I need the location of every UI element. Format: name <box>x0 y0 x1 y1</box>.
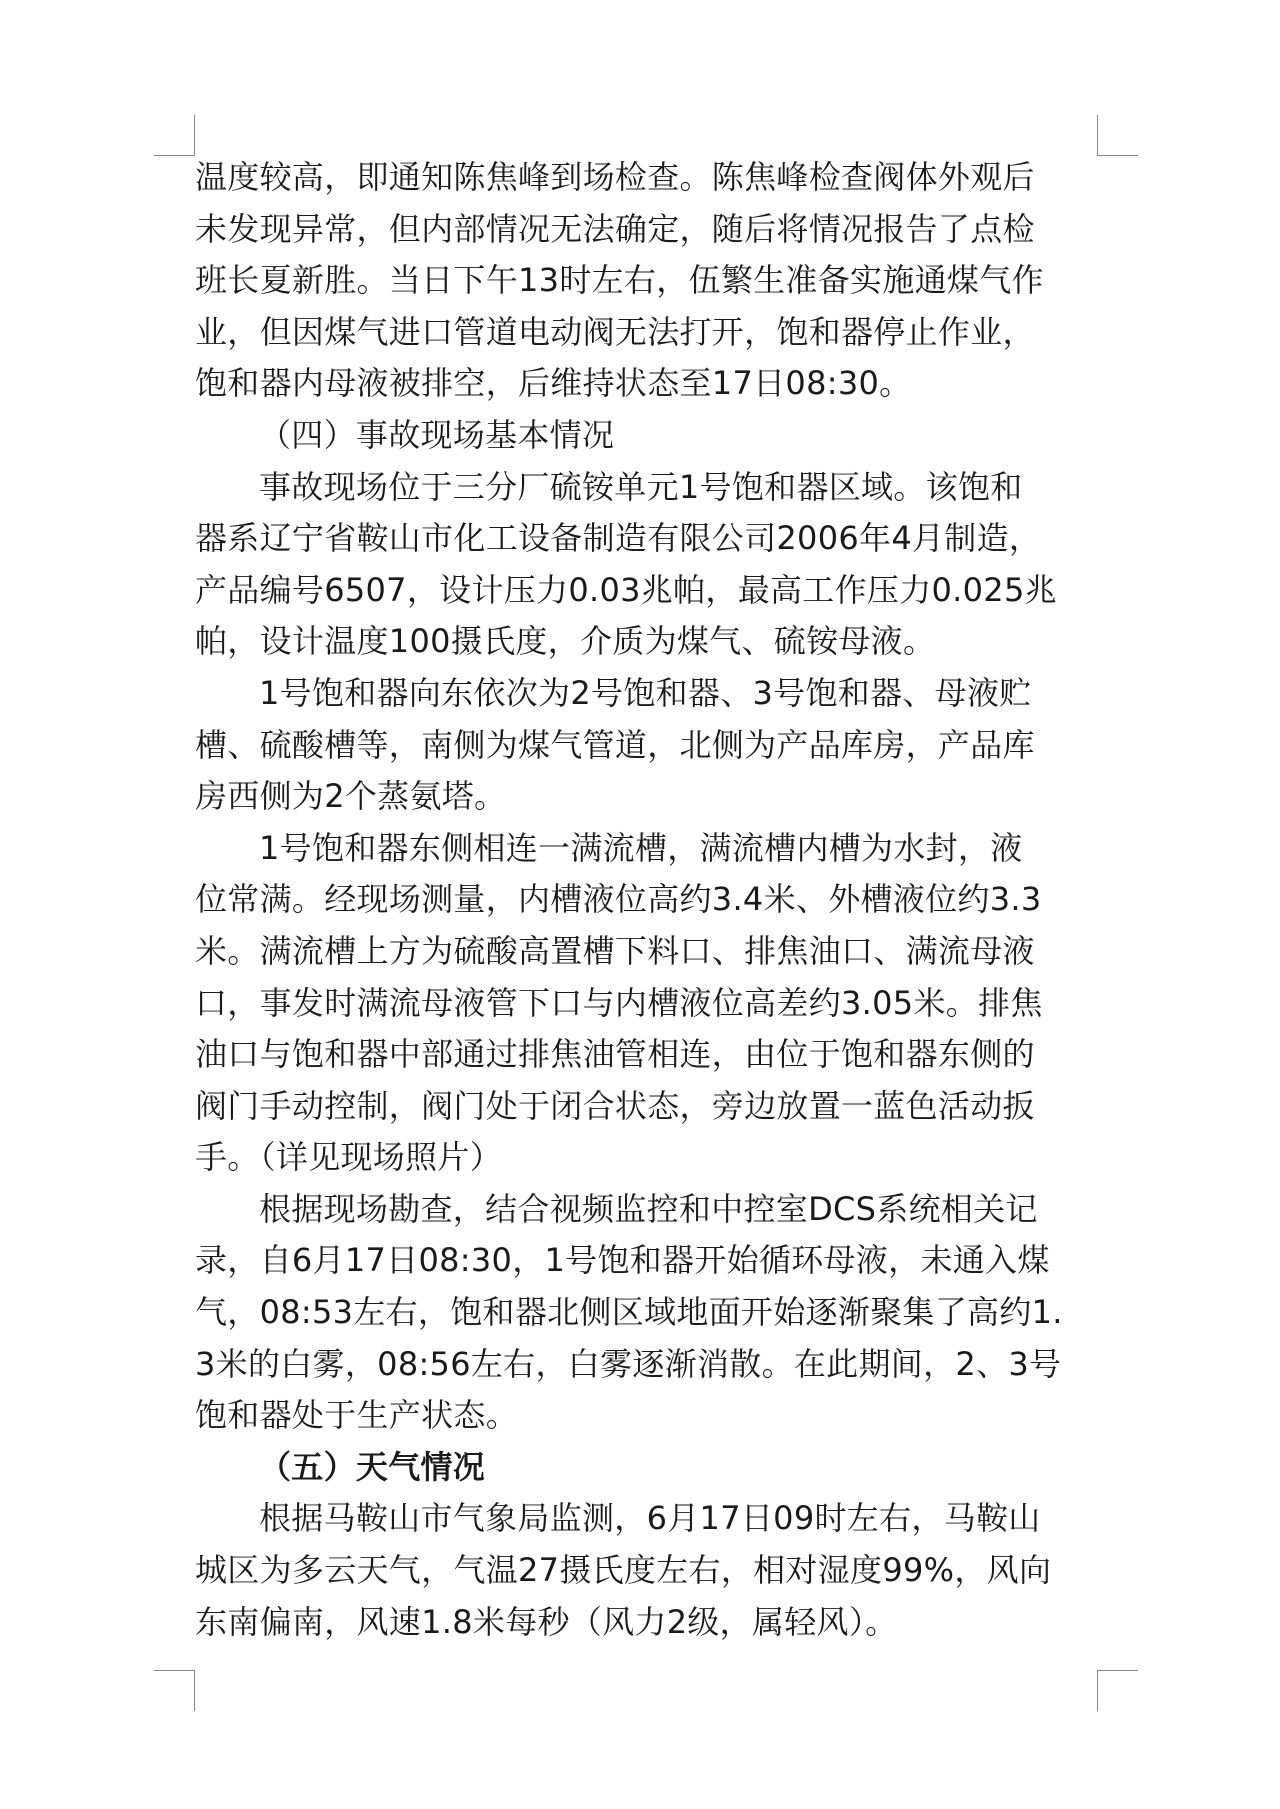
text-line: 房西侧为2个蒸氨塔。 <box>195 777 507 816</box>
text-line: 手。（详见现场照片） <box>195 1138 503 1177</box>
paragraph <box>195 1493 1100 1648</box>
crop-mark-bottom-right <box>1097 1670 1138 1711</box>
paragraph <box>195 823 1100 1184</box>
text-line: 饱和器处于生产状态。 <box>195 1396 519 1435</box>
text-line: 业，但因煤气进口管道电动阀无法打开，饱和器停止作业， <box>195 312 1035 351</box>
paragraph <box>195 668 1100 823</box>
text-line: 东南偏南，风速1.8米每秒（风力2级，属轻风）。 <box>195 1602 898 1641</box>
text-line: 产品编号6507，设计压力0.03兆帕，最高工作压力0.025兆 <box>195 570 1057 609</box>
text-line: 槽、硫酸槽等，南侧为煤气管道，北侧为产品库房，产品库 <box>195 725 1035 764</box>
heading-text: （五）天气情况 <box>259 1447 486 1486</box>
paragraph <box>195 462 1100 668</box>
text-line: 阀门手动控制，阀门处于闭合状态，旁边放置一蓝色活动扳 <box>195 1086 1035 1125</box>
text-line: 3米的白雾，08:56左右，白雾逐渐消散。在此期间，2、3号 <box>195 1344 1062 1383</box>
heading-text: （四）事故现场基本情况 <box>259 415 615 454</box>
text-line: 根据现场勘查，结合视频监控和中控室DCS系统相关记 <box>259 1189 1038 1228</box>
crop-mark-top-left <box>154 115 195 156</box>
section-heading-4 <box>195 410 1100 462</box>
paragraph <box>195 1184 1100 1442</box>
text-line: 帕，设计温度100摄氏度，介质为煤气、硫铵母液。 <box>195 622 936 661</box>
crop-mark-top-right <box>1097 115 1138 156</box>
text-line: 油口与饱和器中部通过排焦油管相连，由位于饱和器东侧的 <box>195 1035 1035 1074</box>
text-line: 温度较高，即通知陈焦峰到场检查。陈焦峰检查阀体外观后 <box>195 158 1035 196</box>
text-line: 饱和器内母液被排空，后维持状态至17日08:30。 <box>195 364 912 403</box>
text-line: 口，事发时满流母液管下口与内槽液位高差约3.05米。排焦 <box>195 983 1043 1022</box>
text-line: 米。满流槽上方为硫酸高置槽下料口、排焦油口、满流母液 <box>195 931 1035 970</box>
text-line: 事故现场位于三分厂硫铵单元1号饱和器区域。该饱和 <box>259 467 1023 506</box>
text-line: 位常满。经现场测量，内槽液位高约3.4米、外槽液位约3.3 <box>195 880 1042 919</box>
text-line: 城区为多云天气，气温27摄氏度左右，相对湿度99%，风向 <box>195 1551 1052 1590</box>
text-line: 1号饱和器向东依次为2号饱和器、3号饱和器、母液贮 <box>259 673 1032 712</box>
text-line: 1号饱和器东侧相连一满流槽，满流槽内槽为水封，液 <box>259 828 1023 867</box>
crop-mark-bottom-left <box>154 1670 195 1711</box>
document-body <box>195 152 1100 1648</box>
text-line: 班长夏新胜。当日下午13时左右，伍繁生准备实施通煤气作 <box>195 261 1044 300</box>
section-heading-5 <box>195 1442 1100 1494</box>
text-line: 未发现异常，但内部情况无法确定，随后将情况报告了点检 <box>195 209 1035 248</box>
text-line: 器系辽宁省鞍山市化工设备制造有限公司2006年4月制造， <box>195 519 1042 558</box>
text-line: 录，自6月17日08:30，1号饱和器开始循环母液，未通入煤 <box>195 1241 1050 1280</box>
paragraph <box>195 152 1100 410</box>
text-line: 根据马鞍山市气象局监测，6月17日09时左右，马鞍山 <box>259 1499 1041 1538</box>
text-line: 气，08:53左右，饱和器北侧区域地面开始逐渐聚集了高约1. <box>195 1293 1063 1332</box>
